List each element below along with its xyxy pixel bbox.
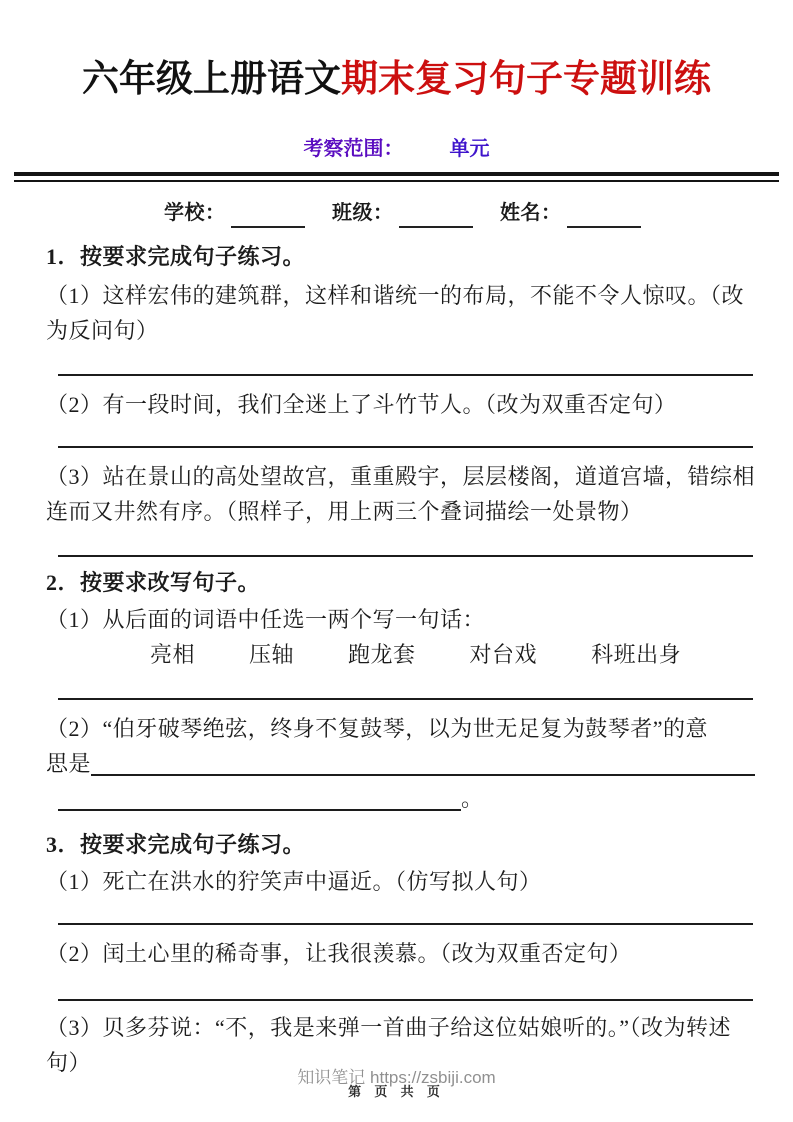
word-option: 亮相 [150,642,196,667]
section-1-header: 1．按要求完成句子练习。 [46,244,306,269]
answer-line [58,374,753,376]
worksheet-body [0,198,793,1080]
question-2-2-fill-line [46,746,755,781]
question-2-1-text: （1）从后面的词语中任选一两个写一句话： [46,607,486,632]
page-title [0,57,793,101]
word-option: 对台戏 [469,642,538,667]
answer-line [58,698,753,700]
page-title-red: 期末复习句子专题训练 [341,58,711,99]
answer-blank-inline [58,781,461,811]
question-1-2-text: （2）有一段时间，我们全迷上了斗竹节人。（改为双重否定句） [46,392,677,417]
class-field [332,202,473,224]
question-1-1-text: （1）这样宏伟的建筑群，这样和谐统一的布局，不能不令人惊叹。（改为反问句） [46,283,745,343]
school-label: 学校： [164,202,226,224]
answer-line [58,999,753,1001]
question-3-2-text: （2）闰土心里的稀奇事，让我很羡慕。（改为双重否定句） [46,941,632,966]
scope-value: 单元 [449,138,490,160]
question-1-3-text: （3）站在景山的高处望故宫，重重殿宇，层层楼阁，道道宫墙，错综相连而又井然有序。（照样子，用上两三个叠词描绘一处景物） [46,464,756,524]
word-option: 科班出身 [591,642,682,667]
school-field [164,202,305,224]
section-2-header: 2．按要求改写句子。 [46,570,261,595]
question-2-2-fill-line-2 [46,781,755,816]
answer-blank-inline [91,746,755,776]
name-blank [567,204,641,228]
word-option: 跑龙套 [348,642,416,667]
divider-thin-line [14,180,779,182]
divider-thick-line [14,172,779,176]
class-label: 班级： [332,202,394,224]
word-option: 压轴 [249,642,295,667]
question-3-3-text: （3）贝多芬说：“不，我是来弹一首曲子给这位姑娘听的。”（改为转述句） [46,1015,732,1075]
page-title-black: 六年级上册语文 [82,58,341,99]
page-number-text: 第 页 共 页 [348,1084,445,1099]
question-3-1-text: （1）死亡在洪水的狞笑声中逼近。（仿写拟人句） [46,869,542,894]
watermark-text: 知识笔记 https://zsbiji.com [297,1068,496,1087]
name-label: 姓名： [500,202,562,224]
name-field [500,202,641,224]
answer-line [58,446,753,448]
class-blank [399,204,473,228]
answer-line [58,555,753,557]
scope-line [0,137,793,161]
question-2-2-suffix: 。 [461,786,484,811]
question-2-2-text-line1: （2）“伯牙破琴绝弦，终身不复鼓琴，以为世无足复为鼓琴者”的意 [46,716,709,741]
answer-line [58,923,753,925]
section-3-header: 3．按要求完成句子练习。 [46,832,306,857]
question-2-2-prefix: 思是 [46,751,92,776]
scope-label: 考察范围： [303,138,404,160]
student-info-row [46,198,755,228]
word-options-row [46,637,755,672]
school-blank [231,204,305,228]
